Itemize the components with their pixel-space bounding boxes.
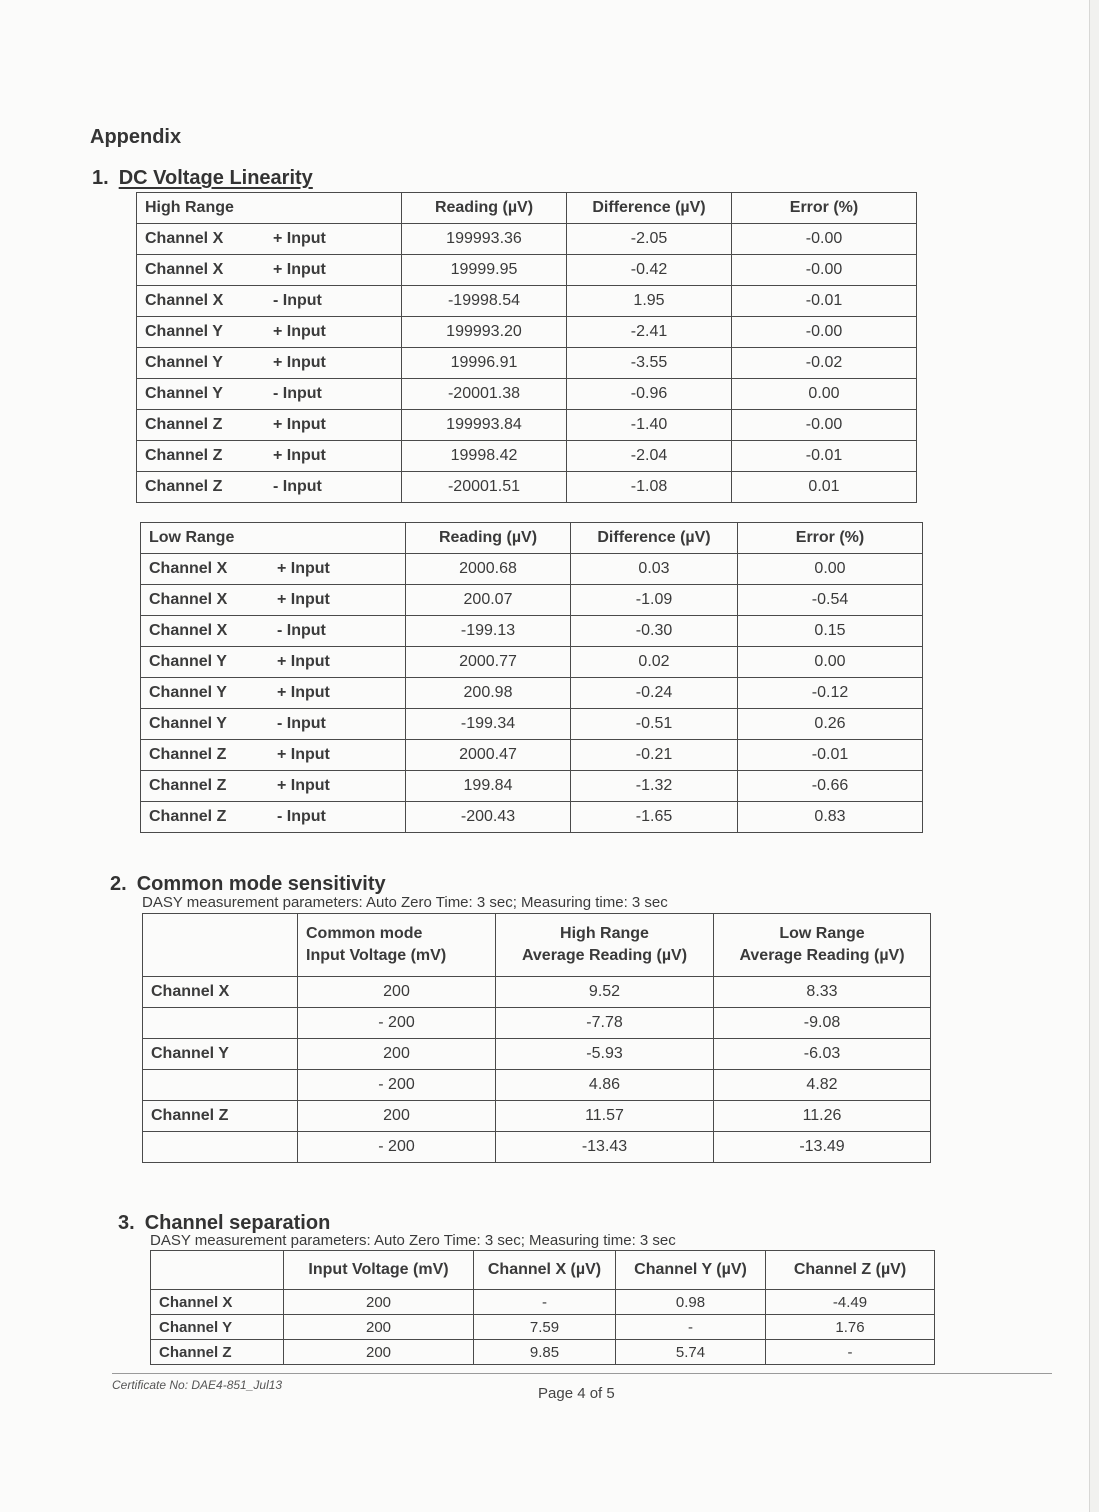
channel-label: Channel Y [145, 385, 223, 402]
table-row [137, 441, 917, 472]
input-polarity: + Input [277, 777, 330, 794]
channel-label: Channel Y [145, 354, 223, 371]
value-cell: 11.57 [496, 1101, 714, 1132]
value-cell: - [474, 1290, 616, 1315]
high-range-table [136, 192, 917, 503]
value-cell: 1.95 [567, 286, 732, 317]
value-cell: 1.76 [766, 1315, 935, 1340]
input-polarity: + Input [273, 447, 326, 464]
table-row [141, 585, 923, 616]
value-cell: -1.09 [571, 585, 738, 616]
channel-cell [137, 348, 402, 379]
channel-cell [137, 472, 402, 503]
value-cell: -0.96 [567, 379, 732, 410]
value-cell: 4.82 [714, 1070, 931, 1101]
value-cell: 0.00 [738, 647, 923, 678]
value-cell: 8.33 [714, 977, 931, 1008]
value-cell: -9.08 [714, 1008, 931, 1039]
value-cell: -13.43 [496, 1132, 714, 1163]
value-cell: 5.74 [616, 1340, 766, 1365]
channel-cell [141, 709, 406, 740]
channel-label: Channel Y [149, 653, 227, 670]
channel-cell [137, 317, 402, 348]
appendix-heading: Appendix [90, 126, 182, 148]
channel-cell [143, 1132, 298, 1163]
value-cell: -0.01 [738, 740, 923, 771]
column-header: Reading (µV) [406, 523, 571, 554]
value-cell: -1.08 [567, 472, 732, 503]
value-cell: -0.01 [732, 441, 917, 472]
channel-cell [137, 255, 402, 286]
input-polarity: + Input [273, 230, 326, 247]
channel-label: Channel X [149, 560, 228, 577]
section-1-number: 1. [92, 167, 109, 189]
channel-cell [143, 1008, 298, 1039]
column-header-line: High Range [560, 925, 649, 942]
value-cell: -0.51 [571, 709, 738, 740]
table-row [143, 1070, 931, 1101]
value-cell: 9.52 [496, 977, 714, 1008]
table-row [141, 802, 923, 833]
value-cell: - 200 [298, 1008, 496, 1039]
value-cell: 199993.20 [402, 317, 567, 348]
channel-label: Channel Z [149, 777, 227, 794]
table-header-row [143, 914, 931, 977]
input-polarity: - Input [277, 622, 326, 639]
value-cell: 0.98 [616, 1290, 766, 1315]
table-row [141, 647, 923, 678]
column-header [143, 914, 298, 977]
channel-label: Channel Z [145, 478, 223, 495]
value-cell: 4.86 [496, 1070, 714, 1101]
channel-cell [141, 771, 406, 802]
value-cell: 200 [284, 1315, 474, 1340]
value-cell: -2.41 [567, 317, 732, 348]
channel-cell: Channel Y [151, 1315, 284, 1340]
column-header: Input Voltage (mV) [284, 1251, 474, 1290]
input-polarity: + Input [277, 653, 330, 670]
section-3-number: 3. [118, 1212, 135, 1234]
value-cell: -19998.54 [402, 286, 567, 317]
channel-label: Channel Z [149, 808, 227, 825]
value-cell: -0.24 [571, 678, 738, 709]
certificate-number: Certificate No: DAE4-851_Jul13 [112, 1378, 283, 1392]
value-cell: 200 [298, 977, 496, 1008]
value-cell: 0.26 [738, 709, 923, 740]
value-cell: - 200 [298, 1132, 496, 1163]
table-row [137, 348, 917, 379]
table-row [151, 1315, 935, 1340]
input-polarity: + Input [273, 354, 326, 371]
table-header-row [151, 1251, 935, 1290]
section-2-title [110, 873, 386, 896]
value-cell: 7.59 [474, 1315, 616, 1340]
value-cell: -0.66 [738, 771, 923, 802]
table-row [141, 709, 923, 740]
input-polarity: - Input [273, 385, 322, 402]
section-3-params: DASY measurement parameters: Auto Zero Time: 3 sec; Measuring time: 3 sec [150, 1232, 676, 1249]
value-cell: - 200 [298, 1070, 496, 1101]
value-cell: -0.21 [571, 740, 738, 771]
column-header [151, 1251, 284, 1290]
column-header: Channel Z (µV) [766, 1251, 935, 1290]
value-cell: -0.00 [732, 224, 917, 255]
value-cell: 200 [284, 1340, 474, 1365]
table-header-row [141, 523, 923, 554]
column-header: Difference (µV) [567, 193, 732, 224]
column-header-line: Average Reading (µV) [521, 947, 688, 964]
value-cell: -0.00 [732, 317, 917, 348]
value-cell: -6.03 [714, 1039, 931, 1070]
footer-rule [112, 1373, 1052, 1374]
value-cell: 200 [298, 1039, 496, 1070]
value-cell: -200.43 [406, 802, 571, 833]
input-polarity: + Input [277, 560, 330, 577]
channel-cell: Channel Z [143, 1101, 298, 1132]
value-cell: 9.85 [474, 1340, 616, 1365]
column-header: Error (%) [738, 523, 923, 554]
value-cell: -0.00 [732, 255, 917, 286]
value-cell: 0.00 [738, 554, 923, 585]
column-header: Channel Y (µV) [616, 1251, 766, 1290]
channel-label: Channel Y [145, 323, 223, 340]
value-cell: -4.49 [766, 1290, 935, 1315]
channel-cell [141, 554, 406, 585]
table-row [137, 410, 917, 441]
section-2-text: Common mode sensitivity [136, 873, 386, 895]
value-cell: -1.65 [571, 802, 738, 833]
column-header-line: Average Reading (µV) [739, 947, 905, 964]
channel-cell [141, 678, 406, 709]
channel-label: Channel X [145, 230, 224, 247]
channel-cell [141, 740, 406, 771]
value-cell: -2.04 [567, 441, 732, 472]
input-polarity: + Input [277, 684, 330, 701]
input-polarity: + Input [277, 746, 330, 763]
value-cell: -0.02 [732, 348, 917, 379]
channel-label: Channel X [149, 591, 228, 608]
value-cell: -0.54 [738, 585, 923, 616]
input-polarity: - Input [273, 292, 322, 309]
table-row [143, 977, 931, 1008]
table-row [143, 1039, 931, 1070]
value-cell: -5.93 [496, 1039, 714, 1070]
input-polarity: - Input [277, 715, 326, 732]
channel-cell [141, 802, 406, 833]
value-cell: -3.55 [567, 348, 732, 379]
table-row [151, 1340, 935, 1365]
value-cell: 200 [284, 1290, 474, 1315]
value-cell: -20001.51 [402, 472, 567, 503]
channel-cell: Channel Z [151, 1340, 284, 1365]
section-1-text: DC Voltage Linearity [118, 167, 313, 189]
value-cell: -0.12 [738, 678, 923, 709]
value-cell: -20001.38 [402, 379, 567, 410]
value-cell: 200.98 [406, 678, 571, 709]
channel-cell [137, 286, 402, 317]
channel-label: Channel Z [145, 447, 223, 464]
page-number: Page 4 of 5 [538, 1385, 615, 1402]
table-row [141, 554, 923, 585]
table-row [143, 1101, 931, 1132]
channel-cell: Channel X [143, 977, 298, 1008]
input-polarity: + Input [273, 323, 326, 340]
column-header: Low Range [141, 523, 406, 554]
table-row [137, 317, 917, 348]
column-header: Reading (µV) [402, 193, 567, 224]
value-cell: 0.83 [738, 802, 923, 833]
channel-cell [141, 585, 406, 616]
section-2-number: 2. [110, 873, 127, 895]
value-cell: - [766, 1340, 935, 1365]
value-cell: 0.02 [571, 647, 738, 678]
column-header: Difference (µV) [571, 523, 738, 554]
channel-label: Channel X [149, 622, 228, 639]
section-1-title [92, 167, 313, 190]
table-row [143, 1008, 931, 1039]
section-3-text: Channel separation [144, 1212, 331, 1234]
input-polarity: + Input [273, 261, 326, 278]
value-cell: 199.84 [406, 771, 571, 802]
channel-cell: Channel Y [143, 1039, 298, 1070]
column-header: High Range [137, 193, 402, 224]
value-cell: -7.78 [496, 1008, 714, 1039]
section-2-params: DASY measurement parameters: Auto Zero Time: 3 sec; Measuring time: 3 sec [142, 894, 668, 911]
value-cell: 200 [298, 1101, 496, 1132]
channel-cell [141, 616, 406, 647]
value-cell: - [616, 1315, 766, 1340]
table-row [137, 472, 917, 503]
table-header-row [137, 193, 917, 224]
channel-cell [137, 224, 402, 255]
value-cell: 199993.84 [402, 410, 567, 441]
value-cell: -0.30 [571, 616, 738, 647]
input-polarity: - Input [273, 478, 322, 495]
channel-cell [137, 441, 402, 472]
table-row [141, 616, 923, 647]
column-header-line: Low Range [779, 925, 865, 942]
channel-cell: Channel X [151, 1290, 284, 1315]
column-header: Error (%) [732, 193, 917, 224]
channel-label: Channel X [145, 292, 224, 309]
low-range-table [140, 522, 923, 833]
value-cell: 199993.36 [402, 224, 567, 255]
input-polarity: - Input [277, 808, 326, 825]
value-cell: 19998.42 [402, 441, 567, 472]
table-row [141, 740, 923, 771]
channel-cell [141, 647, 406, 678]
column-header [714, 914, 931, 977]
table-row [137, 286, 917, 317]
value-cell: -199.34 [406, 709, 571, 740]
value-cell: 2000.77 [406, 647, 571, 678]
value-cell: 2000.47 [406, 740, 571, 771]
value-cell: 0.15 [738, 616, 923, 647]
channel-label: Channel Z [149, 746, 227, 763]
channel-label: Channel Y [149, 684, 227, 701]
channel-separation-table [150, 1250, 935, 1365]
channel-label: Channel Y [149, 715, 227, 732]
table-row [151, 1290, 935, 1315]
common-mode-table [142, 913, 931, 1163]
value-cell: -1.32 [571, 771, 738, 802]
column-header: Channel X (µV) [474, 1251, 616, 1290]
value-cell: 200.07 [406, 585, 571, 616]
value-cell: 0.00 [732, 379, 917, 410]
channel-label: Channel X [145, 261, 224, 278]
table-row [143, 1132, 931, 1163]
value-cell: 19999.95 [402, 255, 567, 286]
value-cell: -199.13 [406, 616, 571, 647]
table-row [137, 379, 917, 410]
table-row [137, 224, 917, 255]
table-row [141, 771, 923, 802]
column-header-line: Common mode [306, 925, 423, 942]
channel-cell [137, 379, 402, 410]
value-cell: -13.49 [714, 1132, 931, 1163]
value-cell: 19996.91 [402, 348, 567, 379]
value-cell: 0.01 [732, 472, 917, 503]
channel-cell [143, 1070, 298, 1101]
channel-label: Channel Z [145, 416, 223, 433]
column-header [496, 914, 714, 977]
column-header [298, 914, 496, 977]
value-cell: 2000.68 [406, 554, 571, 585]
input-polarity: + Input [277, 591, 330, 608]
channel-cell [137, 410, 402, 441]
value-cell: -2.05 [567, 224, 732, 255]
table-row [141, 678, 923, 709]
input-polarity: + Input [273, 416, 326, 433]
value-cell: -1.40 [567, 410, 732, 441]
value-cell: -0.01 [732, 286, 917, 317]
value-cell: 11.26 [714, 1101, 931, 1132]
value-cell: -0.42 [567, 255, 732, 286]
table-row [137, 255, 917, 286]
value-cell: 0.03 [571, 554, 738, 585]
column-header-line: Input Voltage (mV) [306, 947, 447, 964]
value-cell: -0.00 [732, 410, 917, 441]
